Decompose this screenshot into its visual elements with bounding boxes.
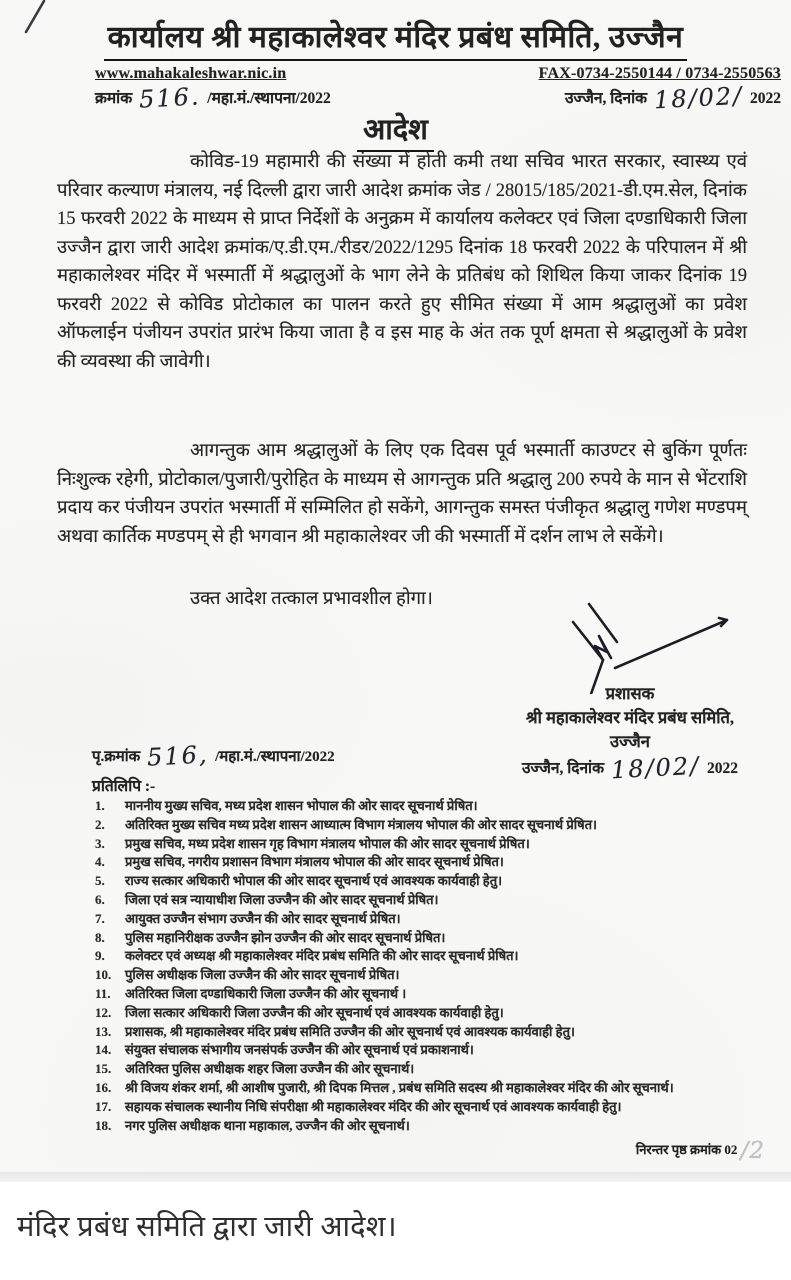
list-item: अतिरिक्त जिला दण्डाधिकारी जिला उज्जैन की ओर सूचनार्थ । — [125, 985, 407, 1001]
list-item: प्रमुख सचिव, मध्य प्रदेश शासन गृह विभाग मंत्रालय भोपाल की ओर सादर सूचनार्थ प्रेषित। — [125, 835, 530, 851]
letterhead — [0, 0, 791, 61]
website-url: www.mahakaleshwar.nic.in — [95, 65, 287, 82]
endorsement-ref-suffix: /महा.मं./स्थापना/2022 — [215, 749, 335, 765]
signature-place-date-label: उज्जैन, दिनांक — [522, 760, 604, 777]
list-item: सहायक संचालक स्थानीय निधि संपरीक्षा श्री महाकालेश्वर मंदिर की ओर सूचनार्थ एवं आवश्यक कार्यवाही हेतु। — [125, 1098, 622, 1114]
endorsement-reference-line — [92, 740, 335, 772]
list-item: राज्य सत्कार अधिकारी भोपाल की ओर सादर सूचनार्थ एवं आवश्यक कार्यवाही हेतु। — [125, 873, 503, 889]
list-item: आयुक्त उज्जैन संभाग उज्जैन की ओर सादर सूचनार्थ प्रेषित। — [125, 910, 401, 926]
order-heading: आदेश — [357, 109, 434, 152]
list-item: पुलिस अधीक्षक जिला उज्जैन की ओर सादर सूचनार्थ प्रेषित। — [125, 967, 400, 983]
ref-label: क्रमांक — [95, 90, 133, 107]
list-item: प्रमुख सचिव, नगरीय प्रशासन विभाग मंत्रालय भोपाल की ओर सादर सूचनार्थ प्रेषित। — [125, 854, 504, 870]
handwritten-page-number: /2 — [740, 1138, 765, 1164]
order-heading-wrap — [0, 109, 791, 152]
list-item: अतिरिक्त पुलिस अधीक्षक शहर जिला उज्जैन की ओर सूचनार्थ। — [125, 1061, 415, 1077]
letterhead-meta-right — [538, 65, 781, 115]
ref-suffix: /महा.मं./स्थापना/2022 — [207, 90, 331, 107]
date-handwritten: 18/02/ — [653, 81, 744, 115]
signatory-designation: प्रशासक — [605, 684, 655, 703]
list-item: नगर पुलिस अधीक्षक थाना महाकाल, उज्जैन की ओर सूचनार्थ। — [125, 1117, 410, 1133]
copy-to-label: प्रतिलिपि :- — [92, 778, 156, 795]
list-item: प्रशासक, श्री महाकालेश्वर मंदिर प्रबंध समिति उज्जैन की ओर सूचनार्थ एवं आवश्यक कार्यवाही हेतु। — [125, 1023, 575, 1039]
list-item: जिला सत्कार अधिकारी जिला उज्जैन की ओर सूचनार्थ एवं आवश्यक कार्यवाही हेतु। — [125, 1004, 504, 1020]
org-title: कार्यालय श्री महाकालेश्वर मंदिर प्रबंध समिति, उज्जैन — [104, 15, 688, 61]
signature-date-line — [475, 751, 785, 785]
endorsement-ref-number-handwritten: 516, — [146, 740, 210, 772]
order-paragraph-2: आगन्तुक आम श्रद्धालुओं के लिए एक दिवस पूर्व भस्मार्ती काउण्टर से बुकिंग पूर्णतः निःशुल्क रहेगी, प्रोटोकाल/पुजारी/पुरोहित के माध्यम से आगन्तुक प्रति श्रद्धालु 200 रुपये के मान से भेंटराशि प्रदाय कर पंजीयन उपरांत भस्मार्ती में सम्मिलित हो सकेंगे, आगन्तुक समस्त पंजीकृत श्रद्धालु गणेश मण्डपम् अथवा कार्तिक मण्डपम् से ही भगवान श्री महाकालेश्वर जी की भस्मार्ती में दर्शन लाभ ले सकेंगे। — [57, 441, 747, 547]
issue-date-line — [539, 81, 781, 115]
list-item: कलेक्टर एवं अध्यक्ष श्री महाकालेश्वर मंदिर प्रबंध समिति की ओर सादर सूचनार्थ प्रेषित। — [125, 948, 519, 964]
reference-number-line — [95, 82, 331, 114]
letterhead-meta — [0, 65, 791, 115]
signatory-city: उज्जैन — [610, 732, 650, 751]
letterhead-meta-left — [95, 65, 331, 114]
list-item: अतिरिक्त मुख्य सचिव मध्य प्रदेश शासन आध्यात्म विभाग मंत्रालय भोपाल की ओर सादर सूचनार्थ प्रेषित। — [125, 816, 597, 832]
ref-number-handwritten: 516. — [138, 82, 202, 114]
list-item: जिला एवं सत्र न्यायाधीश जिला उज्जैन की ओर सादर सूचनार्थ प्रेषित। — [125, 891, 439, 907]
signature-block — [475, 598, 785, 785]
scan-bottom-edge — [0, 1172, 791, 1182]
list-item: संयुक्त संचालक संभागीय जनसंपर्क उज्जैन की ओर सूचनार्थ एवं प्रकाशनार्थ। — [125, 1042, 474, 1058]
signature-date-handwritten: 18/02/ — [610, 751, 701, 785]
list-item: पुलिस महानिरीक्षक उज्जैन झोन उज्जैन की ओर सादर सूचनार्थ प्रेषित। — [125, 929, 446, 945]
list-item: श्री विजय शंकर शर्मा, श्री आशीष पुजारी, श्री दिपक मित्तल , प्रबंध समिति सदस्य श्री महाकालेश्वर मंदिर की ओर सूचनार्थ। — [125, 1079, 674, 1095]
place-date-label: उज्जैन, दिनांक — [565, 90, 647, 107]
continuation-note — [636, 1138, 765, 1164]
continuation-text: निरन्तर पृष्ठ क्रमांक 02 — [635, 1142, 738, 1157]
order-paragraph-3: उक्त आदेश तत्काल प्रभावशील होगा। — [190, 589, 433, 609]
caption-area — [0, 1182, 791, 1280]
signatory-organization: श्री महाकालेश्वर मंदिर प्रबंध समिति, — [525, 708, 735, 727]
endorsement-ref-label: पृ.क्रमांक — [92, 749, 141, 765]
fax-numbers: FAX-0734-2550144 / 0734-2550563 — [538, 65, 781, 82]
caption-text: मंदिर प्रबंध समिति द्वारा जारी आदेश। — [17, 1211, 397, 1243]
list-item: माननीय मुख्य सचिव, मध्य प्रदेश शासन भोपाल की ओर सादर सूचनार्थ प्रेषित। — [125, 798, 478, 813]
copy-to-list — [92, 797, 775, 1135]
order-paragraph-1: कोविड-19 महामारी की संख्या में होती कमी तथा सचिव भारत सरकार, स्वास्थ्य एवं परिवार कल्याण मंत्रालय, नई दिल्ली द्वारा जारी आदेश क्रमांक जेड / 28015/185/2021-डी.एम.सेल, दिनांक 15 फरवरी 2022 के माध्यम से प्राप्त निर्देशों के अनुक्रम में कार्यालय कलेक्टर एवं जिला दण्डाधिकारी जिला उज्जैन द्वारा जारी आदेश क्रमांक/ए.डी.एम./रीडर/2022/1295 दिनांक 18 फरवरी 2022 के परिपालन में श्री महाकालेश्वर मंदिर में भस्मार्ती में श्रद्धालुओं के भाग लेने के प्रतिबंध को शिथिल किया जाकर दिनांक 19 फरवरी 2022 से कोविड प्रोटोकाल का पालन करते हुए सीमित संख्या में आम श्रद्धालुओं का प्रवेश ऑफलाईन पंजीयन उपरांत प्रारंभ किया जाता है व इस माह के अंत तक पूर्ण क्षमता से श्रद्धालुओं के प्रवेश की व्यवस्था की जावेगी। — [57, 152, 747, 372]
date-year: 2022 — [750, 90, 781, 107]
signature-date-year: 2022 — [706, 760, 738, 777]
pen-corner-mark-icon — [14, 0, 64, 42]
signature-scribble-icon — [515, 598, 745, 694]
